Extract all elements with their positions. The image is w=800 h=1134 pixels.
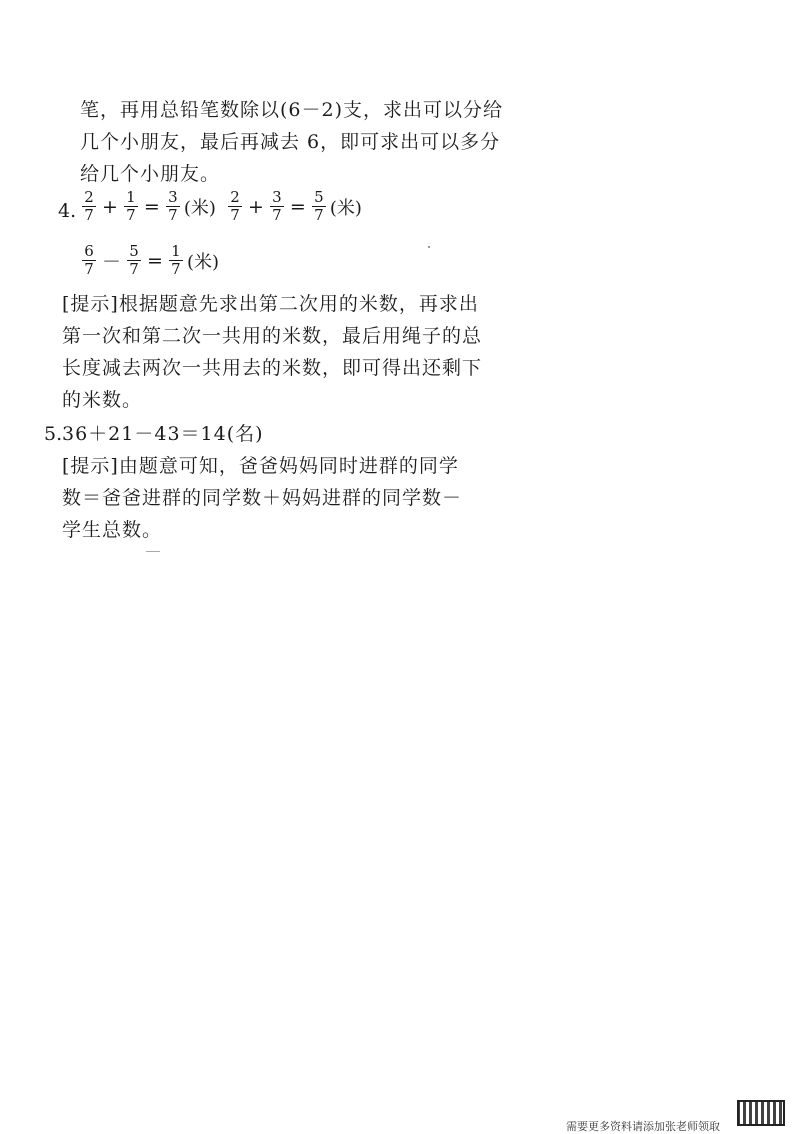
operator: + <box>248 195 264 218</box>
fraction <box>166 189 180 224</box>
q4-hint-line-4: 的米数。 <box>62 389 143 411</box>
numerator: 5 <box>314 188 324 206</box>
fraction <box>82 243 96 278</box>
numerator: 5 <box>129 242 139 260</box>
prev-text-line-2: 几个小朋友，最后再减去 6，即可求出可以多分 <box>80 131 501 153</box>
numerator: 3 <box>168 188 178 206</box>
q5-expression: 36＋21－43＝14(名) <box>62 423 264 445</box>
equals-sign: = <box>289 195 306 218</box>
question-5-label: 5. <box>44 423 63 445</box>
stray-dot <box>428 246 430 248</box>
footer-note: 需要更多资料请添加张老师领取 <box>566 1120 720 1133</box>
stray-dash <box>146 551 160 552</box>
unit: (米) <box>329 197 362 219</box>
numerator: 6 <box>84 242 94 260</box>
numerator: 2 <box>84 188 94 206</box>
unit: (米) <box>183 197 216 219</box>
q4-hint-line-3: 长度减去两次一共用去的米数，即可得出还剩下 <box>62 357 483 379</box>
fraction <box>312 189 326 224</box>
equals-sign: = <box>143 195 160 218</box>
numerator: 1 <box>126 188 136 206</box>
q4-hint-line-2: 第一次和第二次一共用的米数，最后用绳子的总 <box>62 325 483 347</box>
denominator: 7 <box>84 260 94 279</box>
equals-sign: = <box>147 249 163 272</box>
q4-equation-3 <box>80 243 219 278</box>
operator: + <box>102 195 118 218</box>
question-4-label: 4. <box>58 200 77 222</box>
fraction <box>270 189 284 224</box>
unit: (米) <box>186 251 219 273</box>
fraction <box>228 189 242 224</box>
denominator: 7 <box>168 206 178 225</box>
denominator: 7 <box>84 206 94 225</box>
fraction <box>127 243 141 278</box>
q5-hint-line-2: 数＝爸爸进群的同学数＋妈妈进群的同学数－ <box>62 487 463 509</box>
denominator: 7 <box>126 206 136 225</box>
denominator: 7 <box>272 206 282 225</box>
denominator: 7 <box>129 260 139 279</box>
q5-hint-line-1: [提示]由题意可知，爸爸妈妈同时进群的同学 <box>62 455 459 477</box>
q4-equation-1 <box>80 189 216 224</box>
denominator: 7 <box>314 206 324 225</box>
prev-text-line-3: 给几个小朋友。 <box>80 163 221 185</box>
denominator: 7 <box>171 260 181 279</box>
q5-hint-line-3: 学生总数。 <box>62 519 163 541</box>
operator: － <box>102 251 122 274</box>
q4-hint-line-1: [提示]根据题意先求出第二次用的米数，再求出 <box>62 293 479 315</box>
numerator: 1 <box>171 242 181 260</box>
denominator: 7 <box>230 206 240 225</box>
qr-code-frame <box>737 1100 785 1126</box>
prev-text-line-1: 笔，再用总铅笔数除以(6－2)支，求出可以分给 <box>80 99 504 121</box>
fraction <box>124 189 138 224</box>
numerator: 2 <box>230 188 240 206</box>
fraction <box>82 189 96 224</box>
fraction <box>169 243 183 278</box>
q4-equation-2 <box>226 189 362 224</box>
numerator: 3 <box>272 188 282 206</box>
